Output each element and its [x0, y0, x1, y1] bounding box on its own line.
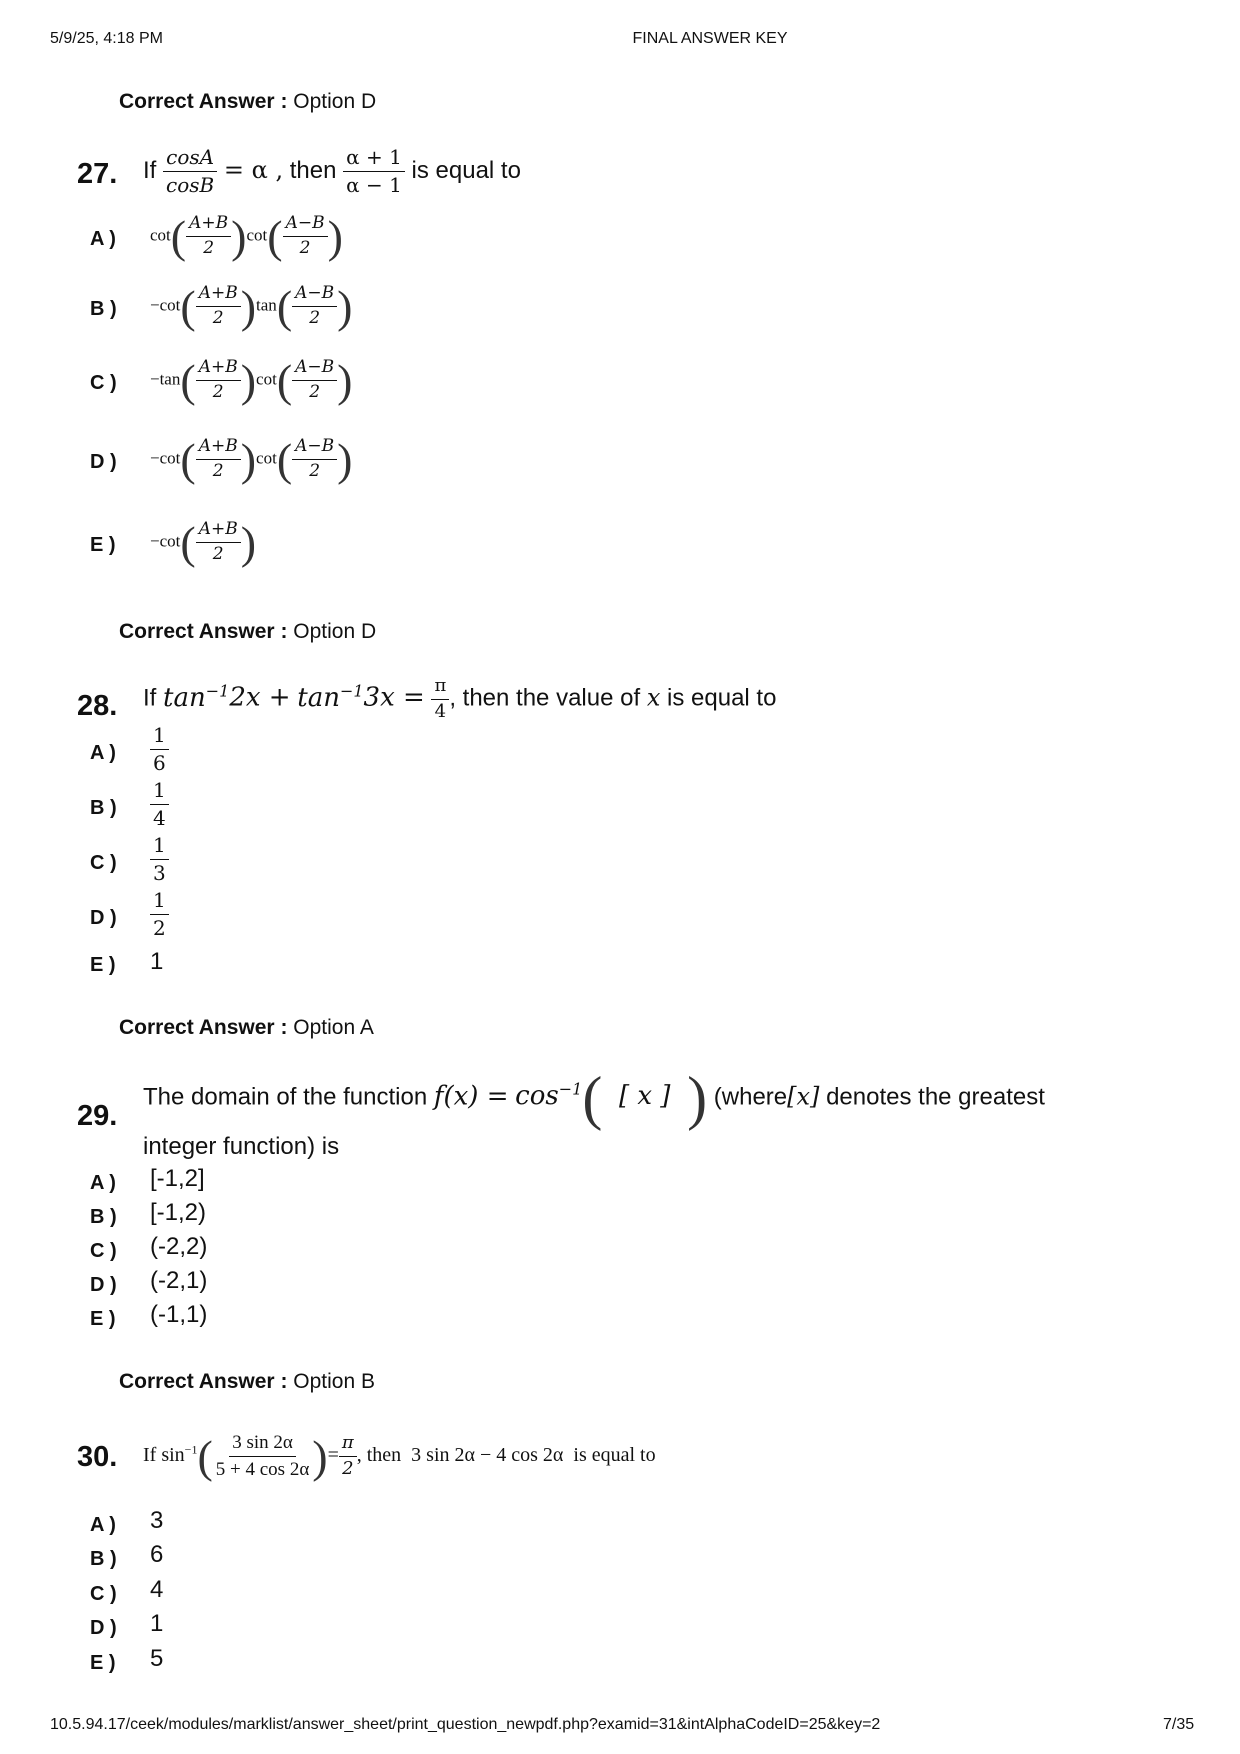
- frac-num: A−B: [292, 284, 337, 307]
- option-label: E ): [90, 534, 116, 556]
- option-label: A ): [90, 1172, 116, 1194]
- question-number: 30.: [77, 1441, 118, 1473]
- option-label: A ): [90, 742, 116, 764]
- question-text-27: [143, 146, 521, 197]
- correct-answer-value: Option D: [293, 620, 377, 643]
- frac-den: 4: [153, 806, 166, 830]
- option-value: (-1,1): [150, 1301, 208, 1328]
- correct-answer-27: [119, 620, 376, 644]
- option-label: B ): [90, 1548, 117, 1570]
- q29-post1: (where: [713, 1083, 788, 1111]
- term: 2x +: [229, 682, 291, 713]
- option-label: D ): [90, 1617, 117, 1639]
- option-value: 5: [150, 1645, 164, 1672]
- frac-num: 1: [150, 779, 169, 805]
- option-value: [150, 834, 169, 885]
- option-label: D ): [90, 1274, 117, 1296]
- q29-post2: denotes the greatest: [826, 1083, 1045, 1111]
- q30-tail: , then 3 sin 2α − 4 cos 2α is equal to: [356, 1444, 656, 1467]
- option-value: −cot( $\frac{A+B}{2}$ )cot( $\frac{A-B}{2}$ ): [150, 434, 353, 485]
- option-label: A ): [90, 1514, 116, 1536]
- option-value: [-1,2): [150, 1199, 207, 1226]
- frac-num: π: [431, 676, 449, 700]
- func-name: cot: [256, 448, 277, 468]
- page-url: 10.5.94.17/ceek/modules/marklist/answer_sheet/print_question_newpdf.php?examid=31&intAlphaCodeID=25&key=2: [50, 1716, 881, 1733]
- superscript: −1: [339, 680, 364, 700]
- frac-den: 4: [434, 700, 447, 722]
- option-label: A ): [90, 228, 116, 250]
- frac-num: A+B: [196, 358, 241, 381]
- correct-answer-value: Option B: [293, 1370, 375, 1393]
- frac-num: 3 sin 2α: [229, 1432, 296, 1457]
- frac-den: 2: [212, 308, 224, 328]
- func-name: cot: [246, 225, 268, 245]
- option-value: [150, 724, 169, 775]
- func-name: −cot: [150, 531, 181, 551]
- frac-den: 2: [299, 238, 311, 258]
- correct-answer-label: Correct Answer :: [119, 620, 288, 643]
- frac-den: 2: [342, 1458, 354, 1479]
- func-name: −tan: [150, 369, 181, 389]
- option-value: −cot( $\frac{A+B}{2}$ )tan( $\frac{A-B}{2}$ ): [150, 281, 353, 332]
- correct-answer-label: Correct Answer :: [119, 1016, 288, 1039]
- func-name: tan: [256, 295, 277, 315]
- frac-den: 2: [309, 308, 321, 328]
- option-value: [150, 889, 169, 940]
- page-title: FINAL ANSWER KEY: [632, 30, 788, 47]
- correct-answer-prev: [119, 90, 376, 114]
- term: 3x =: [363, 682, 425, 713]
- page-number: 7/35: [1163, 1716, 1195, 1733]
- bracket-x-inline: [x]: [787, 1082, 820, 1111]
- option-label: D ): [90, 451, 117, 473]
- frac-den: 2: [212, 382, 224, 402]
- q27-if: If: [143, 156, 157, 184]
- frac-num: A+B: [196, 520, 241, 543]
- option-value: (-2,2): [150, 1233, 208, 1260]
- frac-num: A+B: [196, 284, 241, 307]
- q29-pre: The domain of the function: [143, 1083, 428, 1111]
- question-text-30: If $\sin^{-1}$( $\frac{3 \sin 2\alpha}{5 + 4 \cos 2\alpha}$ )= $\frac{\pi}{2}$ , then 3 sin 2α − 4 cos 2α is equal to: [143, 1431, 656, 1482]
- option-label: C ): [90, 852, 117, 874]
- option-label: E ): [90, 1308, 116, 1330]
- option-value: 1: [150, 1610, 164, 1637]
- superscript: −1: [184, 1442, 198, 1457]
- option-value: (-2,1): [150, 1267, 208, 1294]
- frac-den: 2: [203, 238, 215, 258]
- q27-den: cosB: [166, 173, 215, 197]
- frac-den: 2: [212, 461, 224, 481]
- q27-then: then: [289, 156, 337, 184]
- q30-if: If sin: [143, 1444, 185, 1467]
- q28-tail: , then the value of: [449, 684, 641, 712]
- frac-den: 2: [309, 461, 321, 481]
- frac-den: 6: [153, 751, 166, 775]
- correct-answer-29: [119, 1370, 375, 1394]
- frac-num: A−B: [283, 214, 328, 237]
- correct-answer-label: Correct Answer :: [119, 1370, 288, 1393]
- q28-if: If: [143, 684, 157, 712]
- question-number: 27.: [77, 158, 118, 190]
- print-timestamp: 5/9/25, 4:18 PM: [50, 30, 163, 47]
- option-label: B ): [90, 797, 117, 819]
- option-value: 6: [150, 1541, 164, 1568]
- func-name: cot: [256, 369, 277, 389]
- q30-eq: =: [327, 1444, 339, 1467]
- func-fx: f(x) =: [433, 1081, 509, 1112]
- correct-answer-28: [119, 1016, 374, 1040]
- frac-num: 1: [150, 889, 169, 915]
- option-label: B ): [90, 1206, 117, 1228]
- q27-tail: is equal to: [411, 156, 521, 184]
- var-x: x: [646, 683, 661, 712]
- option-label: E ): [90, 954, 116, 976]
- correct-answer-label: Correct Answer :: [119, 90, 288, 113]
- question-number: 29.: [77, 1100, 118, 1132]
- q27-num: cosA: [163, 146, 217, 172]
- option-label: C ): [90, 1583, 117, 1605]
- func-name: cot: [150, 225, 171, 245]
- frac-num: A+B: [196, 437, 241, 460]
- option-label: B ): [90, 298, 117, 320]
- correct-answer-value: Option D: [293, 90, 377, 113]
- option-label: C ): [90, 1240, 117, 1262]
- frac-num: A+B: [186, 214, 231, 237]
- func-name: −cot: [150, 448, 181, 468]
- q27-num2: α + 1: [343, 146, 405, 172]
- tan-func: tan: [297, 682, 340, 713]
- func-name: −cot: [150, 295, 181, 315]
- option-value: 1: [150, 948, 164, 975]
- question-number: 28.: [77, 690, 118, 722]
- question-text-28: [143, 676, 776, 722]
- frac-num: π: [339, 1433, 357, 1457]
- frac-num: 1: [150, 834, 169, 860]
- option-value: [150, 779, 169, 830]
- tan-func: tan: [163, 682, 206, 713]
- frac-den: 2: [309, 382, 321, 402]
- frac-num: A−B: [292, 358, 337, 381]
- option-value: cot( $\frac{A+B}{2}$ )cot( $\frac{A-B}{2}$ ): [150, 211, 343, 262]
- q27-eq: = α ,: [223, 155, 284, 184]
- frac-den: 2: [153, 916, 166, 940]
- option-label: E ): [90, 1652, 116, 1674]
- frac-den: 5 + 4 cos 2α: [215, 1459, 310, 1480]
- option-value: −tan( $\frac{A+B}{2}$ )cot( $\frac{A-B}{2}$ ): [150, 355, 353, 406]
- frac-num: 1: [150, 724, 169, 750]
- option-label: D ): [90, 907, 117, 929]
- option-value: [-1,2]: [150, 1165, 205, 1192]
- option-value: 3: [150, 1507, 164, 1534]
- bracket-x: [ x ]: [618, 1081, 671, 1112]
- question-text-29: The domain of the function $f(x) = \cos^{-1}$( [ x ] ) (where[x] denotes the greatest: [143, 1065, 1045, 1131]
- question-text-29-line2: integer function) is: [143, 1133, 340, 1160]
- frac-num: A−B: [292, 437, 337, 460]
- superscript: −1: [205, 680, 230, 700]
- option-label: C ): [90, 372, 117, 394]
- option-value: 4: [150, 1576, 164, 1603]
- q27-den2: α − 1: [346, 173, 402, 197]
- frac-den: 3: [153, 861, 166, 885]
- cos-func: cos: [515, 1081, 559, 1112]
- q28-tail2: is equal to: [667, 684, 777, 712]
- correct-answer-value: Option A: [293, 1016, 374, 1039]
- superscript: −1: [558, 1079, 583, 1099]
- option-value: −cot( $\frac{A+B}{2}$ ): [150, 517, 257, 568]
- frac-den: 2: [212, 544, 224, 564]
